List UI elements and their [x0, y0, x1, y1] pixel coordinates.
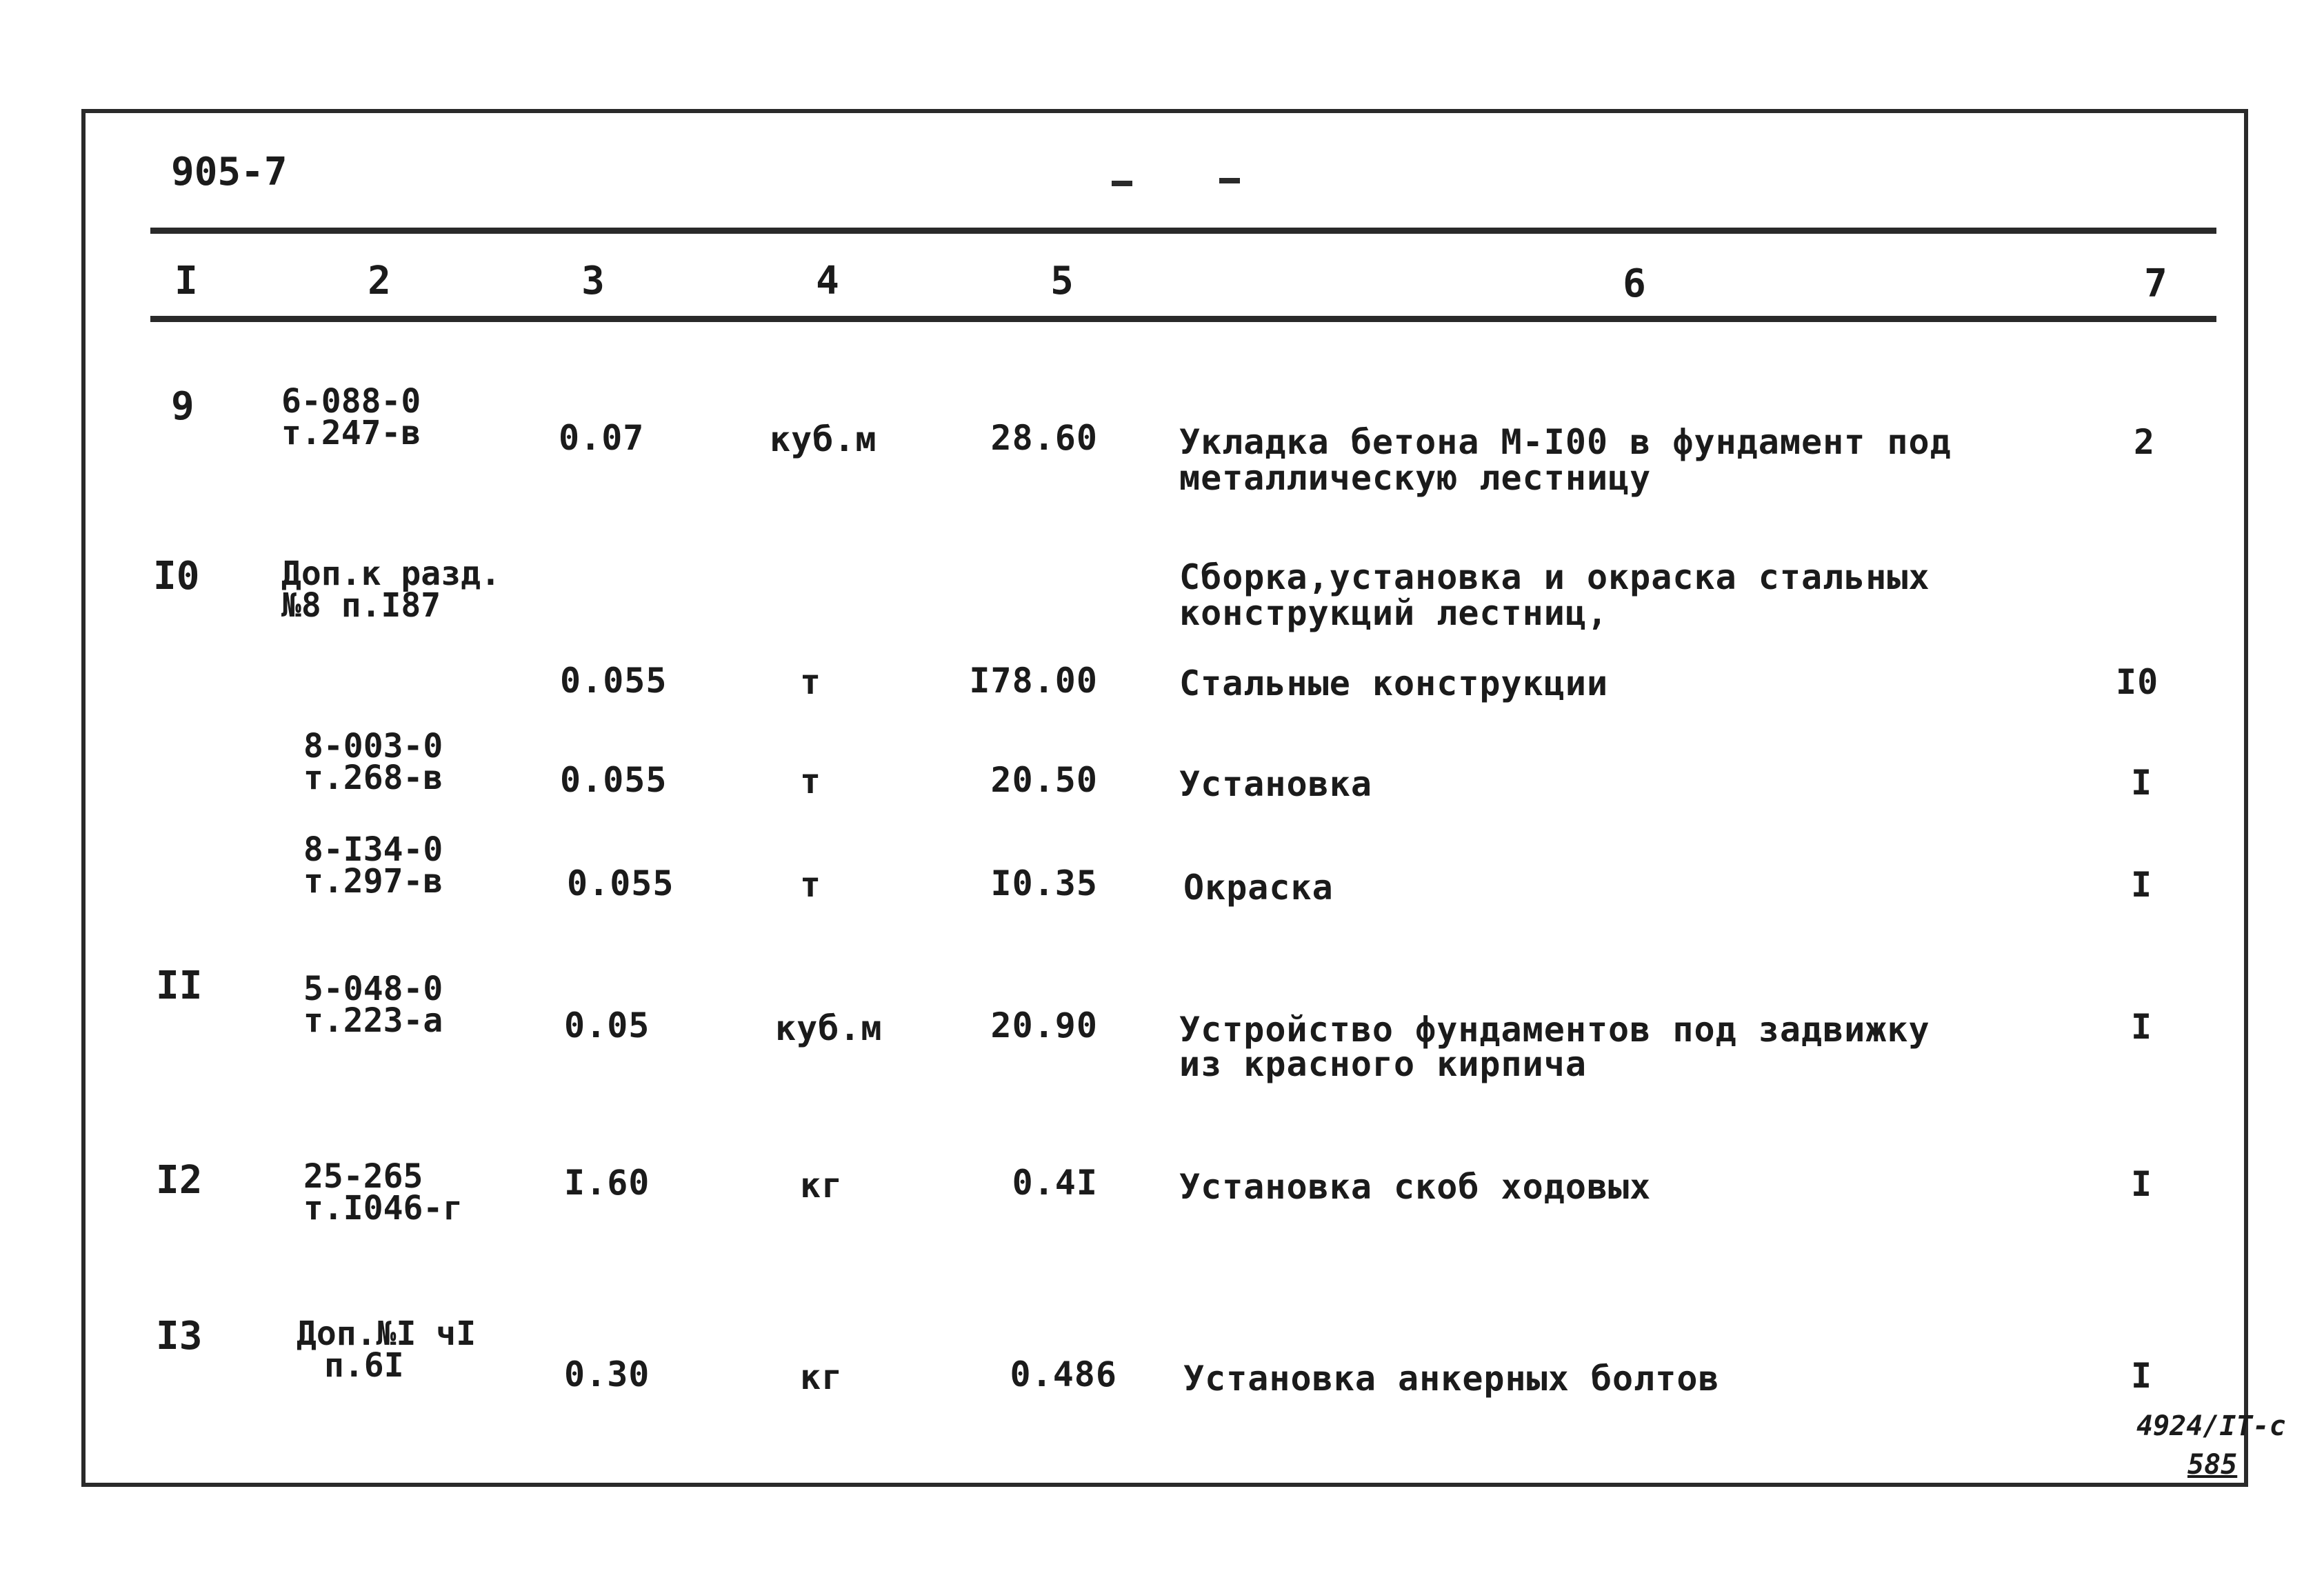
- column-header-7: 7: [2144, 261, 2167, 306]
- norm-reference: 5-048-0 т.223-а: [303, 970, 443, 1040]
- column-header-1: I: [174, 259, 198, 303]
- norm-reference: 6-088-0 т.247-в: [281, 382, 421, 452]
- column-header-5: 5: [1050, 259, 1074, 303]
- archive-stamp-line-2: 585: [2187, 1449, 2238, 1481]
- quantity: 0.30: [564, 1354, 650, 1394]
- quantity: I.60: [564, 1163, 650, 1203]
- column-7-value: I0: [2116, 662, 2159, 702]
- row-number: I2: [156, 1158, 203, 1203]
- column-header-4: 4: [816, 259, 839, 303]
- column-7-value: I: [2131, 763, 2153, 803]
- column-7-value: 2: [2134, 422, 2156, 462]
- column-rule: [150, 316, 2216, 322]
- archive-stamp-line-1: 4924/IТ-с: [2136, 1410, 2286, 1442]
- column-7-value: I: [2131, 1164, 2153, 1204]
- description-line-1: Установка: [1179, 764, 1372, 804]
- unit: т: [800, 761, 822, 801]
- description-line-1: Укладка бетона М-I00 в фундамент под: [1179, 422, 1952, 462]
- unit: кг: [800, 1357, 843, 1397]
- description-line-2: конструкций лестниц,: [1179, 593, 1609, 633]
- quantity: 0.055: [567, 863, 674, 903]
- row-number: 9: [171, 384, 194, 429]
- column-7-value: I: [2131, 865, 2153, 905]
- description-line-1: Окраска: [1183, 868, 1334, 908]
- row-number: I0: [153, 554, 200, 599]
- unit: т: [800, 865, 822, 905]
- norm-reference: 25-265 т.I046-г: [303, 1157, 463, 1228]
- quantity: 0.055: [560, 760, 668, 800]
- quantity: 0.05: [564, 1005, 650, 1045]
- column-header-2: 2: [368, 259, 391, 303]
- description-line-1: Устройство фундаментов под задвижку: [1179, 1010, 1930, 1050]
- unit-price: 0.4I: [1012, 1163, 1098, 1203]
- unit-price: 28.60: [990, 418, 1098, 458]
- document-code: 905-7: [171, 150, 288, 194]
- norm-reference: 8-I34-0 т.297-в: [303, 830, 443, 901]
- row-number: II: [156, 963, 203, 1008]
- unit: т: [800, 662, 822, 702]
- row-number: I3: [156, 1314, 203, 1359]
- header-dash-1: [1112, 181, 1132, 186]
- column-7-value: I: [2131, 1356, 2153, 1396]
- quantity: 0.07: [559, 418, 645, 458]
- unit-price: 20.90: [990, 1005, 1098, 1045]
- description-line-1: Стальные конструкции: [1179, 663, 1609, 703]
- column-7-value: I: [2131, 1007, 2153, 1047]
- unit-price: I78.00: [969, 661, 1098, 701]
- description-line-2: металлическую лестницу: [1179, 458, 1652, 498]
- column-header-6: 6: [1623, 261, 1646, 306]
- unit-price: I0.35: [990, 863, 1098, 903]
- unit-price: 0.486: [1010, 1354, 1117, 1394]
- header-dash-2: [1219, 178, 1240, 183]
- unit: куб.м: [770, 419, 877, 459]
- description-line-1: Установка скоб ходовых: [1179, 1167, 1652, 1207]
- norm-reference: Доп.№I чI п.6I: [297, 1314, 477, 1385]
- description-line-1: Сборка,установка и окраска стальных: [1179, 557, 1930, 597]
- unit: кг: [800, 1165, 843, 1205]
- column-header-3: 3: [581, 259, 605, 303]
- norm-reference: Доп.к разд. №8 п.I87: [281, 554, 501, 625]
- norm-reference: 8-003-0 т.268-в: [303, 727, 443, 797]
- description-line-2: из красного кирпича: [1179, 1044, 1587, 1084]
- quantity: 0.055: [560, 661, 668, 701]
- description-line-1: Установка анкерных болтов: [1183, 1359, 1720, 1399]
- unit-price: 20.50: [990, 760, 1098, 800]
- unit: куб.м: [775, 1008, 883, 1048]
- header-rule: [150, 228, 2216, 234]
